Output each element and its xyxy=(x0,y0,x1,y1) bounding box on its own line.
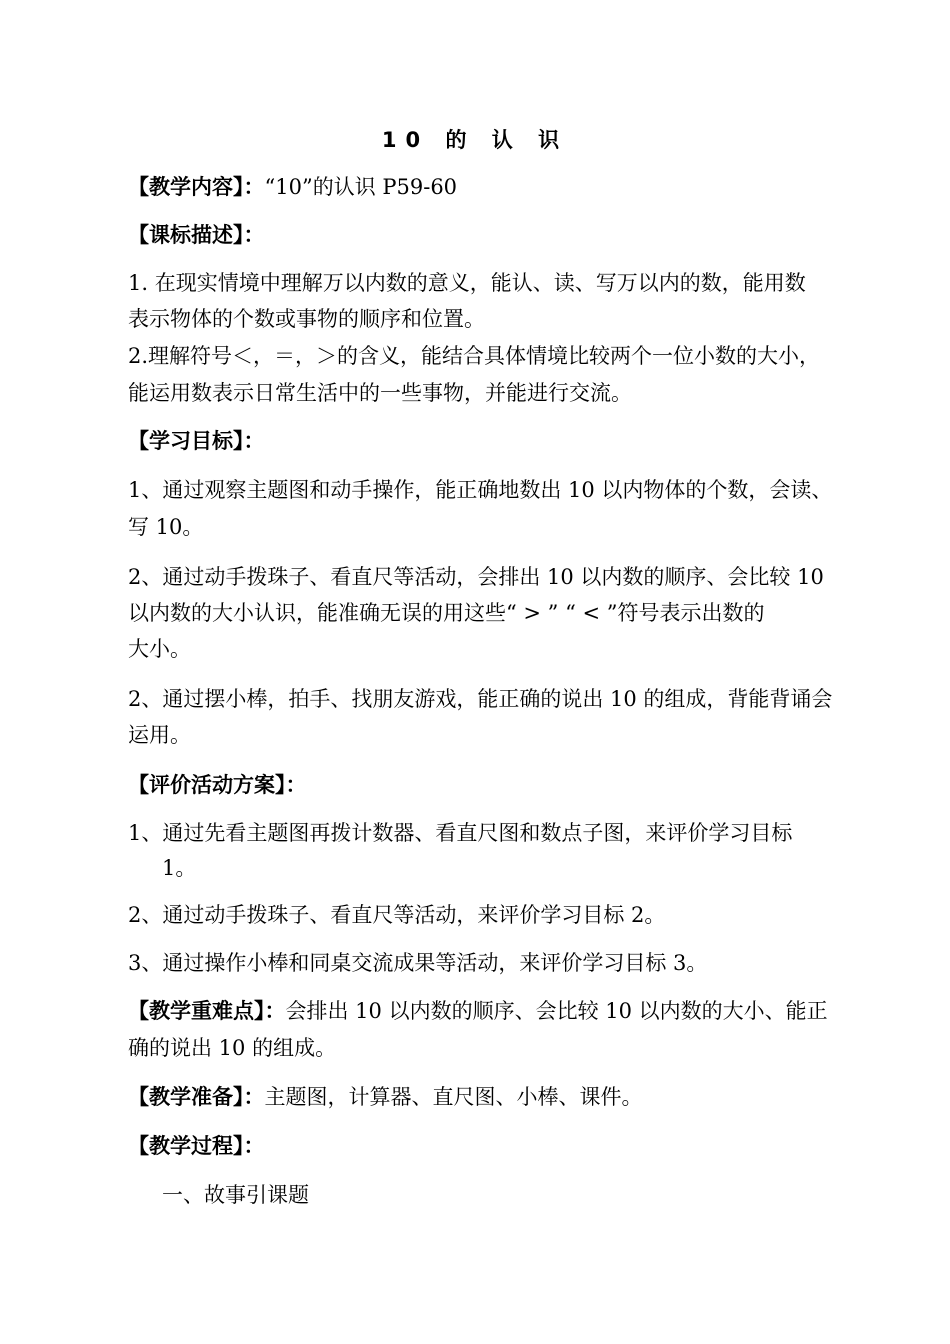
process-step-1: 一、故事引课题 xyxy=(162,1183,309,1207)
teaching-content-text: “10”的认识 P59-60 xyxy=(264,175,458,199)
document-title: 10 的 认 识 xyxy=(381,128,569,152)
key-points-heading: 【教学重难点】： xyxy=(128,999,286,1023)
evaluation-1-line-1: 1、通过先看主题图再拨计数器、看直尺图和数点子图，来评价学习目标 xyxy=(128,821,793,845)
goal-1-line-1: 1、通过观察主题图和动手操作，能正确地数出 10 以内物体的个数，会读、 xyxy=(128,478,833,502)
teaching-process-heading: 【教学过程】： xyxy=(128,1134,265,1158)
teaching-preparation-heading: 【教学准备】： xyxy=(128,1085,265,1109)
key-points-line-2: 确的说出 10 的组成。 xyxy=(128,1036,337,1060)
standard-2-line-1: 2.理解符号＜，＝，＞的含义，能结合具体情境比较两个一位小数的大小， xyxy=(128,344,821,368)
goal-3-line-2: 运用。 xyxy=(128,723,191,747)
teaching-content-heading: 【教学内容】： xyxy=(128,175,265,199)
goal-2-line-3: 大小。 xyxy=(128,637,191,661)
goal-3-line-1: 2、通过摆小棒，拍手、找朋友游戏，能正确的说出 10 的组成，背能背诵会 xyxy=(128,687,833,711)
goal-2-line-2: 以内数的大小认识，能准确无误的用这些“ > ” “ < ”符号表示出数的 xyxy=(128,601,765,625)
standard-1-line-1: 1. 在现实情境中理解万以内数的意义，能认、读、写万以内的数，能用数 xyxy=(128,271,806,295)
key-points-line-1 xyxy=(128,996,828,1026)
goal-2-line-1: 2、通过动手拨珠子、看直尺等活动，会排出 10 以内数的顺序、会比较 10 xyxy=(128,565,824,589)
standard-2-line-2: 能运用数表示日常生活中的一些事物，并能进行交流。 xyxy=(128,381,632,405)
evaluation-1-line-2: 1。 xyxy=(162,856,197,880)
teaching-preparation xyxy=(128,1082,643,1112)
learning-goals-heading: 【学习目标】： xyxy=(128,429,265,453)
goal-1-line-2: 写 10。 xyxy=(128,515,204,539)
key-points-text: 会排出 10 以内数的顺序、会比较 10 以内数的大小、能正 xyxy=(285,999,828,1023)
evaluation-3: 3、通过操作小棒和同桌交流成果等活动，来评价学习目标 3。 xyxy=(128,951,708,975)
teaching-preparation-text: 主题图，计算器、直尺图、小棒、课件。 xyxy=(264,1085,643,1109)
evaluation-plan-heading: 【评价活动方案】： xyxy=(128,773,307,797)
evaluation-2: 2、通过动手拨珠子、看直尺等活动，来评价学习目标 2。 xyxy=(128,903,666,927)
curriculum-standard-heading: 【课标描述】： xyxy=(128,223,265,247)
teaching-content xyxy=(128,172,457,202)
standard-1-line-2: 表示物体的个数或事物的顺序和位置。 xyxy=(128,307,485,331)
